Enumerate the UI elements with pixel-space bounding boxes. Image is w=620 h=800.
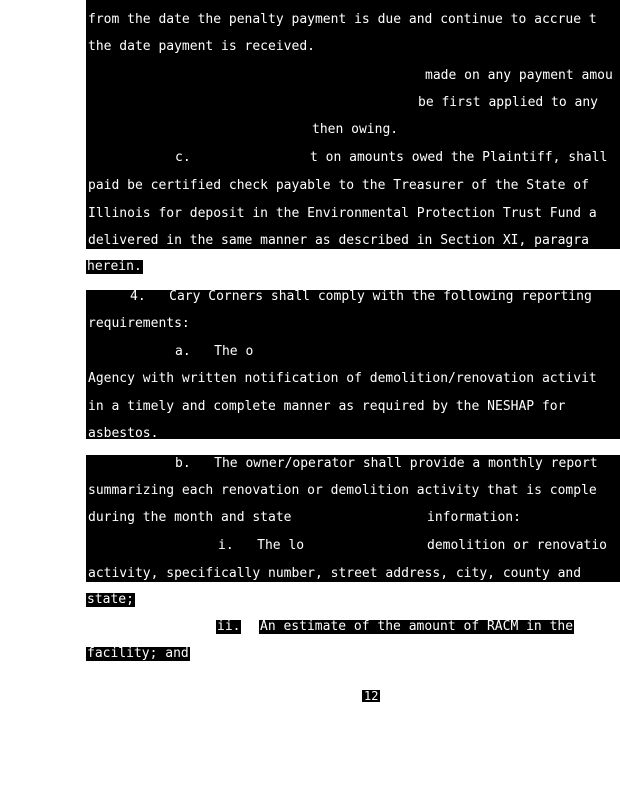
text-line: b. The owner/operator shall provide a monthly report	[175, 456, 598, 471]
text-line: Illinois for deposit in the Environmental Protection Trust Fund a	[88, 206, 597, 221]
text-line: then owing.	[312, 122, 399, 137]
text-line: made on any payment amou	[425, 68, 613, 83]
text-line: demolition or renovatio	[427, 538, 608, 553]
text-line: An estimate of the amount of RACM in the	[260, 619, 574, 634]
text-line: during the month and state	[88, 510, 292, 525]
redaction-patch	[86, 62, 422, 92]
text-line: summarizing each renovation or demolition activity that is comple	[88, 483, 597, 498]
text-line: delivered in the same manner as described in Section XI, paragra	[88, 233, 589, 248]
item-marker: c.	[175, 150, 191, 165]
scan-band-2	[86, 290, 620, 439]
text-line: requirements:	[88, 316, 190, 331]
paragraph-heading: 4. Cary Corners shall comply with the following reporting	[130, 289, 592, 304]
text-line: in a timely and complete manner as required by the NESHAP for	[88, 399, 566, 414]
text-line: t on amounts owed the Plaintiff, shall	[310, 150, 608, 165]
text-line: paid be certified check payable to the Treasurer of the State of	[88, 178, 589, 193]
text-line: the date payment is received.	[88, 39, 315, 54]
text-line: from the date the penalty payment is due and continue to accrue t	[88, 12, 597, 27]
text-line: asbestos.	[88, 426, 159, 441]
text-line: herein.	[87, 259, 142, 274]
item-marker: ii.	[217, 619, 241, 634]
text-line: i. The lo	[218, 538, 305, 553]
text-line: a. The o	[175, 344, 254, 359]
text-line: information:	[427, 510, 521, 525]
text-line: be first applied to any	[418, 95, 599, 110]
text-line: facility; and	[87, 646, 189, 661]
text-line: activity, specifically number, street address, city, county and	[88, 566, 582, 581]
page-number: 12	[364, 689, 379, 703]
text-line: Agency with written notification of demolition/renovation activit	[88, 371, 597, 386]
text-line: state;	[87, 592, 134, 607]
